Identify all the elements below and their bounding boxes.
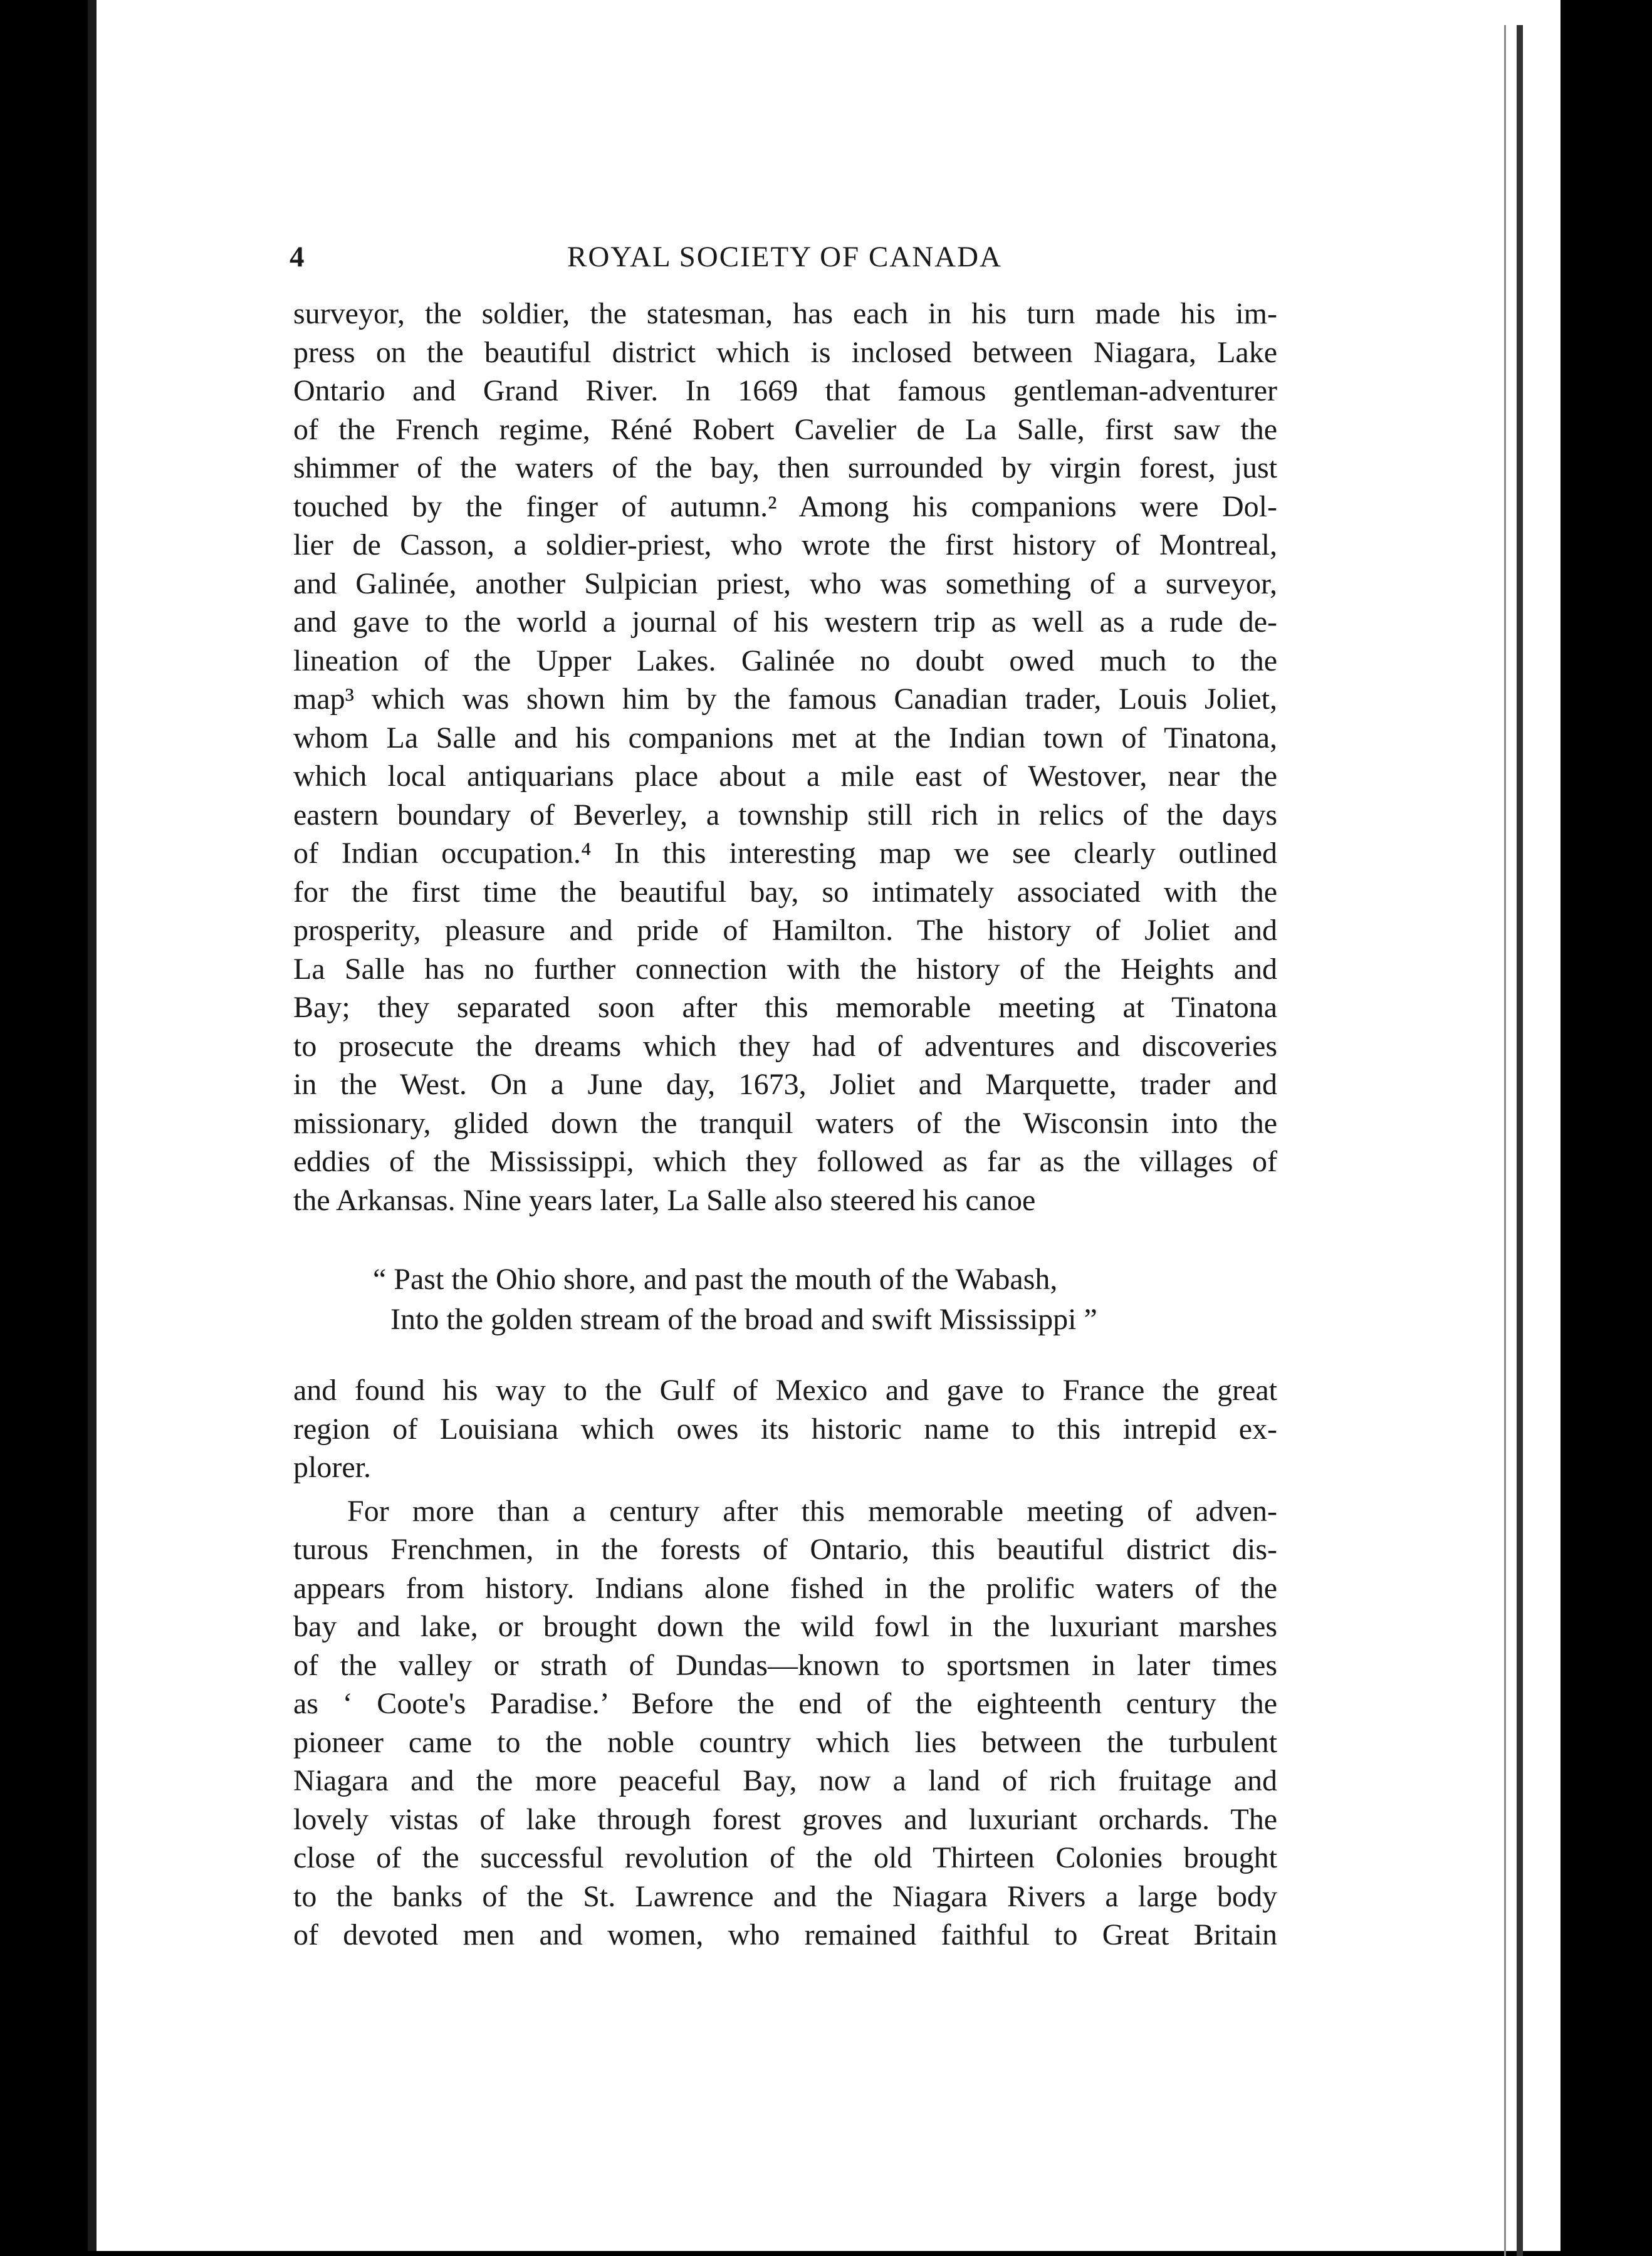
paragraph-1	[293, 295, 1277, 1219]
text-line: For more than a century after this memorable meeting of adven-	[347, 1494, 1277, 1528]
binding-edge	[1517, 25, 1523, 2256]
text-line: the Arkansas. Nine years later, La Salle also steered his canoe	[293, 1183, 1036, 1217]
page-left-shadow	[88, 0, 97, 2251]
text-line: eddies of the Mississippi, which they followed as far as the villages of	[293, 1145, 1277, 1178]
text-line: La Salle has no further connection with the history of the Heights and	[293, 952, 1277, 986]
text-line: which local antiquarians place about a mile east of Westover, near the	[293, 760, 1277, 793]
text-line: lovely vistas of lake through forest groves and luxuriant orchards. The	[293, 1802, 1277, 1836]
text-line: plorer.	[293, 1451, 371, 1484]
text-line: as ‘ Coote's Paradise.’ Before the end of the eighteenth century the	[293, 1687, 1277, 1720]
text-line: Niagara and the more peaceful Bay, now a land of rich fruitage and	[293, 1764, 1277, 1797]
text-line: bay and lake, or brought down the wild fowl in the luxuriant marshes	[293, 1610, 1277, 1643]
text-line: prosperity, pleasure and pride of Hamilton. The history of Joliet and	[293, 914, 1277, 947]
text-line: missionary, glided down the tranquil waters of the Wisconsin into the	[293, 1106, 1277, 1140]
verse-line: Into the golden stream of the broad and swift Mississippi ”	[390, 1303, 1097, 1336]
text-line: to the banks of the St. Lawrence and the Niagara Rivers a large body	[293, 1879, 1277, 1913]
text-line: map³ which was shown him by the famous Canadian trader, Louis Joliet,	[293, 682, 1277, 716]
text-line: pioneer came to the noble country which lies between the turbulent	[293, 1725, 1277, 1759]
page-number: 4	[290, 241, 305, 273]
text-line: Bay; they separated soon after this memorable meeting at Tinatona	[293, 991, 1277, 1024]
text-line: touched by the finger of autumn.² Among his companions were Dol-	[293, 489, 1277, 523]
text-line: shimmer of the waters of the bay, then surrounded by virgin forest, just	[293, 451, 1277, 484]
text-line: lineation of the Upper Lakes. Galinée no doubt owed much to the	[293, 644, 1277, 677]
text-line: for the first time the beautiful bay, so intimately associated with the	[293, 875, 1277, 909]
text-line: eastern boundary of Beverley, a township still rich in relics of the days	[293, 798, 1277, 832]
text-line: to prosecute the dreams which they had of adventures and discoveries	[293, 1029, 1277, 1063]
text-line: and Galinée, another Sulpician priest, who was something of a surveyor,	[293, 567, 1277, 600]
text-line: of the French regime, Réné Robert Cavelier de La Salle, first saw the	[293, 412, 1277, 446]
text-line: and found his way to the Gulf of Mexico and gave to France the great	[293, 1374, 1277, 1407]
text-line: lier de Casson, a soldier-priest, who wrote the first history of Montreal,	[293, 528, 1277, 561]
page-edge-line	[1504, 25, 1506, 2256]
text-line: appears from history. Indians alone fished in the prolific waters of the	[293, 1571, 1277, 1605]
text-line: of devoted men and women, who remained faithful to Great Britain	[293, 1918, 1277, 1951]
page-header	[290, 240, 1280, 278]
paragraph-2-3	[293, 1371, 1277, 1955]
text-line: close of the successful revolution of the old Thirteen Colonies brought	[293, 1841, 1277, 1874]
text-line: in the West. On a June day, 1673, Joliet and Marquette, trader and	[293, 1068, 1277, 1101]
verse-quote	[373, 1260, 1097, 1340]
text-line: Ontario and Grand River. In 1669 that famous gentleman-adventurer	[293, 374, 1277, 407]
text-line: and gave to the world a journal of his western trip as well as a rude de-	[293, 605, 1277, 639]
text-line: whom La Salle and his companions met at the Indian town of Tinatona,	[293, 721, 1277, 755]
text-line: of the valley or strath of Dundas—known to sportsmen in later times	[293, 1648, 1277, 1682]
text-line: press on the beautiful district which is inclosed between Niagara, Lake	[293, 335, 1277, 369]
text-line: turous Frenchmen, in the forests of Ontario, this beautiful district dis-	[293, 1533, 1277, 1566]
text-line: surveyor, the soldier, the statesman, has each in his turn made his im-	[293, 297, 1277, 330]
text-line: region of Louisiana which owes its historic name to this intrepid ex-	[293, 1412, 1277, 1446]
text-line: of Indian occupation.⁴ In this interesting map we see clearly outlined	[293, 837, 1277, 870]
verse-line: “ Past the Ohio shore, and past the mouth of the Wabash,	[373, 1263, 1058, 1296]
running-head: ROYAL SOCIETY OF CANADA	[567, 241, 1003, 273]
